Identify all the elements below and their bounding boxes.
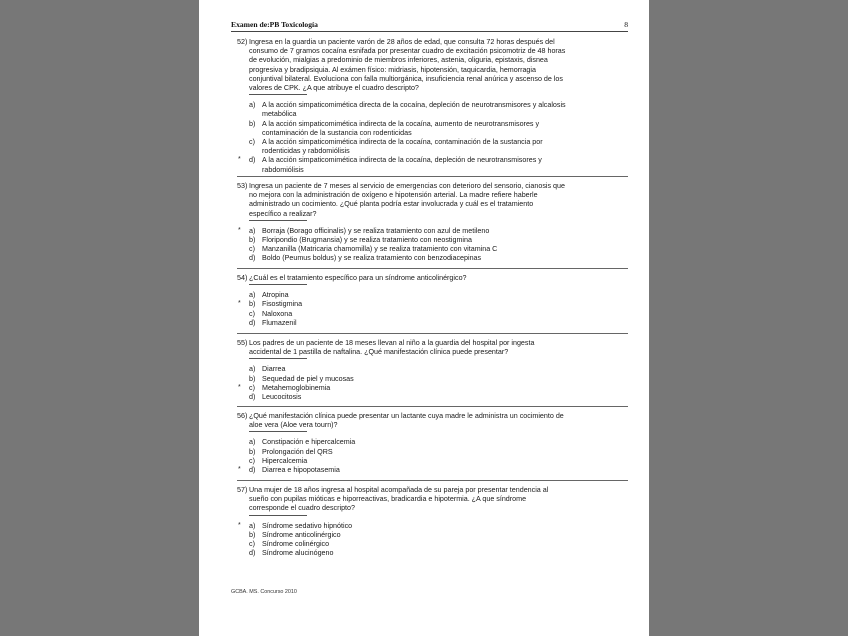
option-letter: a)	[249, 101, 256, 110]
question-text: Los padres de un paciente de 18 meses llevan al niño a la guardia del hospital por ingesta accidental de 1 pastilla de naftalina. ¿Qué manifestación clínica puede presentar?	[249, 339, 535, 357]
option-letter: a)	[249, 291, 256, 300]
option-text: Sequedad de piel y mucosas	[262, 374, 354, 383]
question-text: ¿Qué manifestación clínica puede presentar un lactante cuya madre le administra un cocimiento de aloe vera (Aloe vera tourn)?	[249, 412, 564, 430]
answer-option	[237, 120, 567, 138]
option-text: Floripondio (Brugmansia) y se realiza tratamiento con neostigmina	[262, 236, 472, 245]
question-number: 52)	[237, 38, 248, 46]
option-list	[237, 227, 567, 264]
stem-underline	[249, 431, 307, 432]
answer-option	[237, 300, 567, 309]
option-text: Boldo (Peumus boldus) y se realiza tratamiento con benzodiacepinas	[262, 254, 482, 263]
option-text: Constipación e hipercalcemia	[262, 438, 356, 447]
question-stem	[237, 486, 567, 514]
answer-option	[237, 393, 567, 402]
option-list	[237, 438, 567, 475]
question-stem	[237, 182, 567, 219]
question-number: 53)	[237, 182, 248, 190]
answer-option	[237, 448, 567, 457]
question-number: 56)	[237, 412, 248, 420]
option-text: Síndrome anticolinérgico	[262, 530, 341, 539]
question-stem	[237, 274, 567, 283]
option-list	[237, 365, 567, 402]
option-text: A la acción simpaticomimética indirecta de la cocaína, depleción de neurotransmisores y rabdomiólisis	[262, 156, 542, 174]
stem-underline	[249, 284, 307, 285]
answer-option	[237, 438, 567, 447]
option-letter: a)	[249, 521, 256, 530]
stem-underline	[249, 515, 307, 516]
answer-option	[237, 101, 567, 119]
option-letter: b)	[249, 119, 256, 128]
answer-option	[237, 291, 567, 300]
answer-option	[237, 365, 567, 374]
answer-option	[237, 466, 567, 475]
question-56	[237, 412, 567, 475]
correct-answer-marker: *	[238, 383, 241, 391]
question-number: 54)	[237, 274, 248, 282]
question-text: ¿Cuál es el tratamiento específico para un síndrome anticolinérgico?	[249, 274, 467, 282]
option-letter: d)	[249, 393, 256, 402]
answer-option	[237, 531, 567, 540]
correct-answer-marker: *	[238, 300, 241, 308]
answer-option	[237, 384, 567, 393]
option-text: Síndrome sedativo hipnótico	[262, 521, 353, 530]
answer-option	[237, 156, 567, 174]
option-text: Hipercalcemia	[262, 456, 308, 465]
question-number: 57)	[237, 486, 248, 494]
page-number: 8	[624, 20, 628, 29]
option-letter: b)	[249, 374, 256, 383]
stem-underline	[249, 94, 307, 95]
question-52	[237, 38, 567, 175]
option-letter: d)	[249, 318, 256, 327]
option-letter: c)	[249, 309, 255, 318]
option-letter: b)	[249, 300, 256, 309]
option-text: A la acción simpaticomimética indirecta de la cocaína, contaminación de la sustancia por rodenticidas y rabdomiólisis	[262, 138, 543, 156]
option-list	[237, 522, 567, 559]
option-text: Borraja (Borago officinalis) y se realiza tratamiento con azul de metileno	[262, 226, 490, 235]
question-text: Ingresa un paciente de 7 meses al servicio de emergencias con deterioro del sensorio, cianosis que no mejora con la administración de oxígeno e hipotensión arterial. La madre refiere haberle administrado un cocimiento. ¿Qué planta podría estar involucrada y cuál es el tratamiento específico a realizar?	[249, 182, 565, 218]
correct-answer-marker: *	[238, 521, 241, 529]
option-letter: c)	[249, 138, 255, 147]
answer-option	[237, 245, 567, 254]
correct-answer-marker: *	[238, 226, 241, 234]
answer-option	[237, 310, 567, 319]
option-list	[237, 291, 567, 328]
stem-underline	[249, 220, 307, 221]
page-header	[231, 19, 628, 32]
option-letter: c)	[249, 540, 255, 549]
question-text: Una mujer de 18 años ingresa al hospital acompañada de su pareja por presentar tendencia al sueño con pupilas mióticas e hiporreactivas, bradicardia e hipotermia. ¿A que síndrome corresponde el cuadro descripto?	[249, 486, 549, 513]
option-text: Diarrea	[262, 365, 286, 374]
option-text: Fisostigmina	[262, 300, 303, 309]
option-text: Metahemoglobinemia	[262, 383, 331, 392]
answer-option	[237, 457, 567, 466]
question-separator	[237, 480, 628, 481]
question-54	[237, 274, 567, 328]
correct-answer-marker: *	[238, 156, 241, 164]
option-text: Naloxona	[262, 309, 293, 318]
option-text: A la acción simpaticomimética directa de la cocaína, depleción de neurotransmisores y alcalosis metabólica	[262, 101, 566, 119]
answer-option	[237, 319, 567, 328]
question-separator	[237, 268, 628, 269]
option-text: Flumazenil	[262, 318, 297, 327]
stem-underline	[249, 358, 307, 359]
option-letter: b)	[249, 530, 256, 539]
question-55	[237, 339, 567, 402]
question-stem	[237, 339, 567, 357]
answer-option	[237, 254, 567, 263]
answer-option	[237, 522, 567, 531]
option-text: A la acción simpaticomimética indirecta de la cocaína, aumento de neurotransmisores y contaminación de la sustancia con rodenticidas	[262, 119, 540, 137]
option-letter: b)	[249, 447, 256, 456]
question-number: 55)	[237, 339, 248, 347]
option-text: Síndrome alucinógeno	[262, 549, 334, 558]
answer-option	[237, 375, 567, 384]
option-text: Manzanilla (Matricaria chamomilla) y se realiza tratamiento con vitamina C	[262, 245, 498, 254]
correct-answer-marker: *	[238, 466, 241, 474]
option-letter: b)	[249, 236, 256, 245]
option-letter: d)	[249, 156, 256, 165]
option-letter: a)	[249, 438, 256, 447]
answer-option	[237, 138, 567, 156]
question-stem	[237, 38, 567, 93]
option-letter: c)	[249, 245, 255, 254]
option-letter: c)	[249, 456, 255, 465]
answer-option	[237, 236, 567, 245]
exam-title: Examen de:PB Toxicología	[231, 20, 318, 29]
option-text: Atropina	[262, 291, 289, 300]
answer-option	[237, 540, 567, 549]
question-stem	[237, 412, 567, 430]
option-text: Leucocitosis	[262, 393, 302, 402]
question-57	[237, 486, 567, 558]
option-text: Síndrome colinérgico	[262, 540, 330, 549]
document-page	[199, 0, 649, 636]
option-letter: a)	[249, 365, 256, 374]
option-text: Prolongación del QRS	[262, 447, 333, 456]
question-53	[237, 182, 567, 264]
question-separator	[237, 176, 628, 177]
page-footer: GCBA. MS. Concurso 2010	[231, 589, 297, 595]
option-letter: d)	[249, 549, 256, 558]
question-text: Ingresa en la guardia un paciente varón de 28 años de edad, que consulta 72 horas después del consumo de 7 gramos cocaína esnifada por presentar cuadro de excitación psicomotriz de 48 horas de evolución, mialgias a predominio de miembros inferiores, astenia, oliguria, epistaxis, disnea progresiva y bradipsiquia. Al exámen físico: midriasis, hipotensión, taquicardia, hemorragia conjuntival bilateral. Evoluciona con falla multiorgánica, insuficiencia renal anúrica y ascenso de los valores de CPK. ¿A que atribuye el cuadro descripto?	[249, 38, 566, 93]
option-letter: d)	[249, 254, 256, 263]
question-separator	[237, 406, 628, 407]
option-list	[237, 101, 567, 175]
question-separator	[237, 333, 628, 334]
answer-option	[237, 549, 567, 558]
option-letter: a)	[249, 226, 256, 235]
option-letter: d)	[249, 466, 256, 475]
option-text: Diarrea e hipopotasemia	[262, 466, 340, 475]
option-letter: c)	[249, 383, 255, 392]
answer-option	[237, 227, 567, 236]
